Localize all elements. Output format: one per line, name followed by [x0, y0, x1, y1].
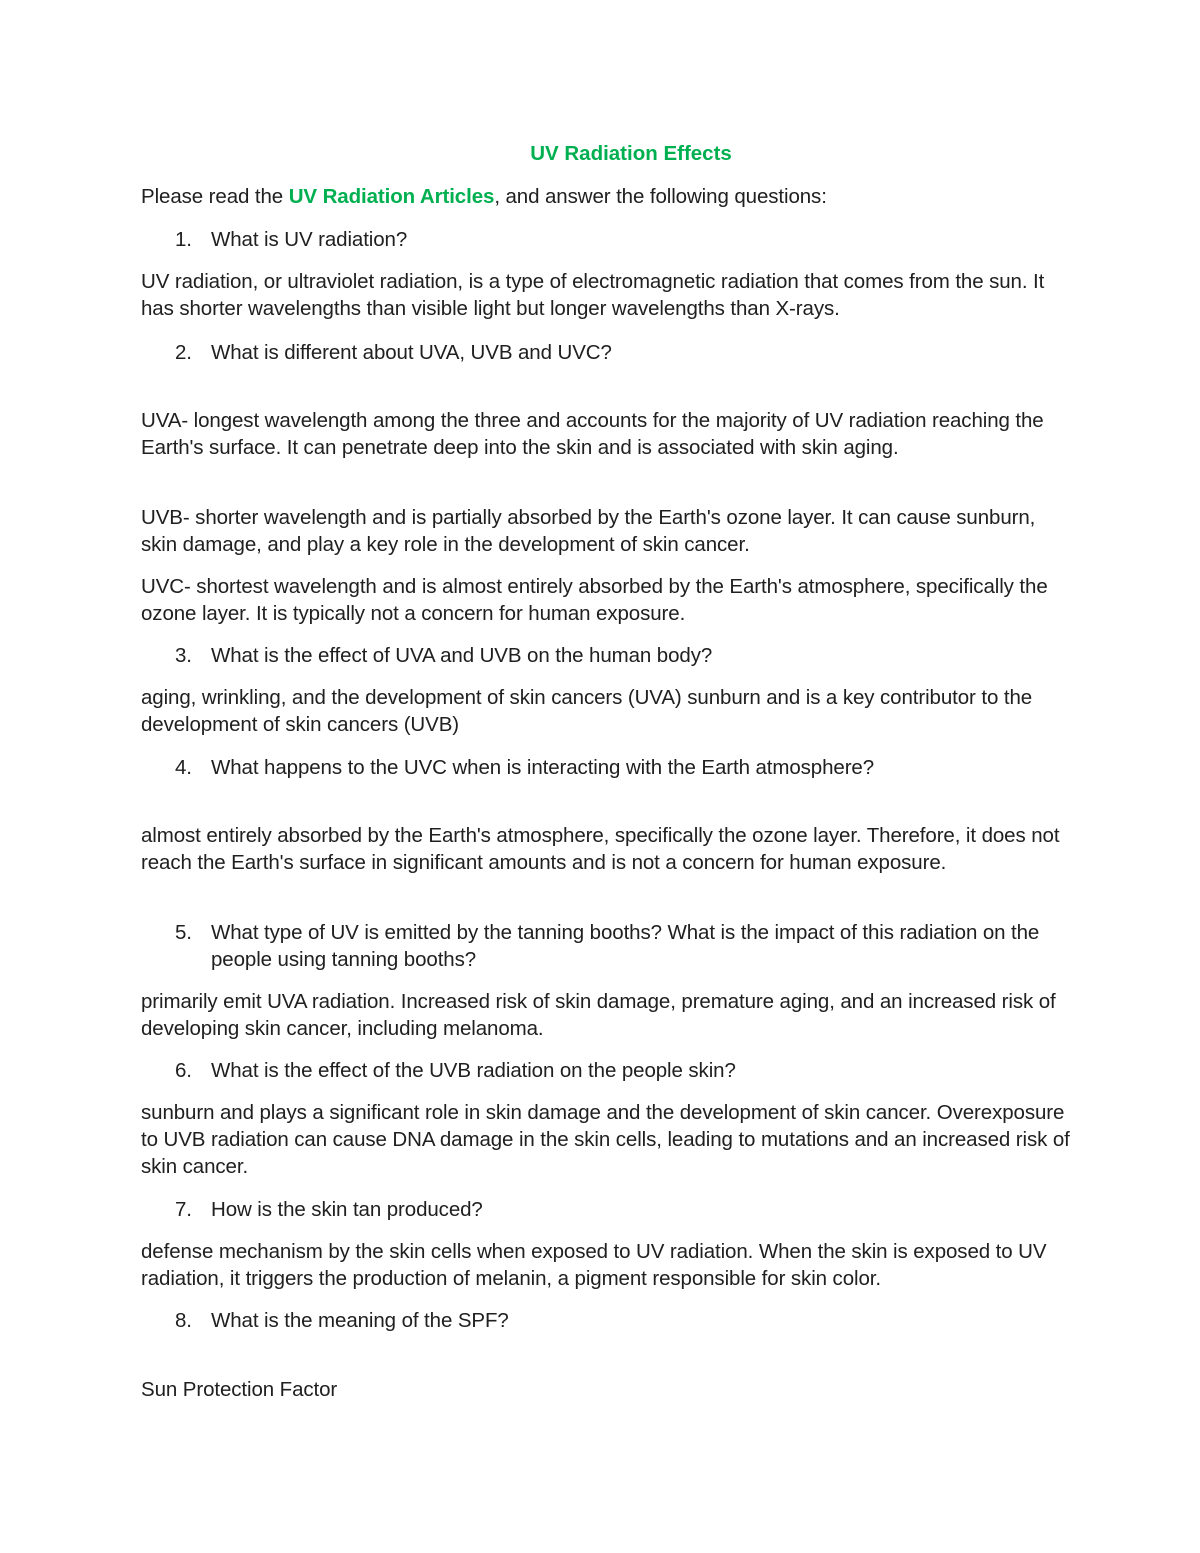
- intro-paragraph: [141, 183, 1071, 210]
- answer-3: aging, wrinkling, and the development of skin cancers (UVA) sunburn and is a key contributor to the development of skin cancers (UVB): [141, 686, 1033, 736]
- question-number: 7.: [175, 1198, 192, 1221]
- answer-7: defense mechanism by the skin cells when exposed to UV radiation. When the skin is exposed to UV radiation, it triggers the production of melanin, a pigment responsible for skin color.: [141, 1240, 1047, 1290]
- question-8: [175, 1307, 1065, 1334]
- question-6: [175, 1057, 1065, 1084]
- question-number: 1.: [175, 228, 192, 251]
- question-text: What is the meaning of the SPF?: [211, 1309, 509, 1332]
- question-number: 5.: [175, 921, 192, 944]
- question-1: [175, 226, 1065, 253]
- question-text: What is the effect of the UVB radiation on the people skin?: [211, 1059, 736, 1082]
- answer-8: Sun Protection Factor: [141, 1378, 338, 1401]
- question-text: What is different about UVA, UVB and UVC?: [211, 341, 612, 364]
- question-5: [175, 919, 1065, 973]
- question-number: 6.: [175, 1059, 192, 1082]
- answer-4: almost entirely absorbed by the Earth's atmosphere, specifically the ozone layer. Therefore, it does not reach the Earth's surface in significant amounts and is not a concern for human exposure.: [141, 824, 1060, 874]
- question-number: 4.: [175, 756, 192, 779]
- answer-2-uvb: UVB- shorter wavelength and is partially absorbed by the Earth's ozone layer. It can cause sunburn, skin damage, and play a key role in the development of skin cancer.: [141, 506, 1036, 556]
- question-number: 2.: [175, 341, 192, 364]
- question-2: [175, 339, 1065, 366]
- document-title: UV Radiation Effects: [530, 142, 732, 165]
- question-4: [175, 754, 1065, 781]
- question-text: What type of UV is emitted by the tanning booths? What is the impact of this radiation on the people using tanning booths?: [211, 921, 1040, 971]
- question-3: [175, 642, 1065, 669]
- intro-prefix: Please read the: [141, 185, 289, 208]
- answer-1: UV radiation, or ultraviolet radiation, is a type of electromagnetic radiation that comes from the sun. It has shorter wavelengths than visible light but longer wavelengths than X-rays.: [141, 270, 1045, 320]
- answer-5: primarily emit UVA radiation. Increased risk of skin damage, premature aging, and an increased risk of developing skin cancer, including melanoma.: [141, 990, 1056, 1040]
- answer-6: sunburn and plays a significant role in skin damage and the development of skin cancer. Overexposure to UVB radiation can cause DNA damage in the skin cells, leading to mutations and an increased risk of skin cancer.: [141, 1101, 1070, 1178]
- question-number: 3.: [175, 644, 192, 667]
- answer-2-uva: UVA- longest wavelength among the three and accounts for the majority of UV radiation reaching the Earth's surface. It can penetrate deep into the skin and is associated with skin aging.: [141, 409, 1044, 459]
- question-text: What is the effect of UVA and UVB on the human body?: [211, 644, 713, 667]
- intro-suffix: , and answer the following questions:: [494, 185, 827, 208]
- question-text: What is UV radiation?: [211, 228, 408, 251]
- articles-link[interactable]: UV Radiation Articles: [288, 185, 495, 208]
- answer-2-uvc: UVC- shortest wavelength and is almost entirely absorbed by the Earth's atmosphere, specifically the ozone layer. It is typically not a concern for human exposure.: [141, 575, 1048, 625]
- question-7: [175, 1196, 1065, 1223]
- question-text: How is the skin tan produced?: [211, 1198, 483, 1221]
- question-text: What happens to the UVC when is interacting with the Earth atmosphere?: [211, 756, 875, 779]
- question-number: 8.: [175, 1309, 192, 1332]
